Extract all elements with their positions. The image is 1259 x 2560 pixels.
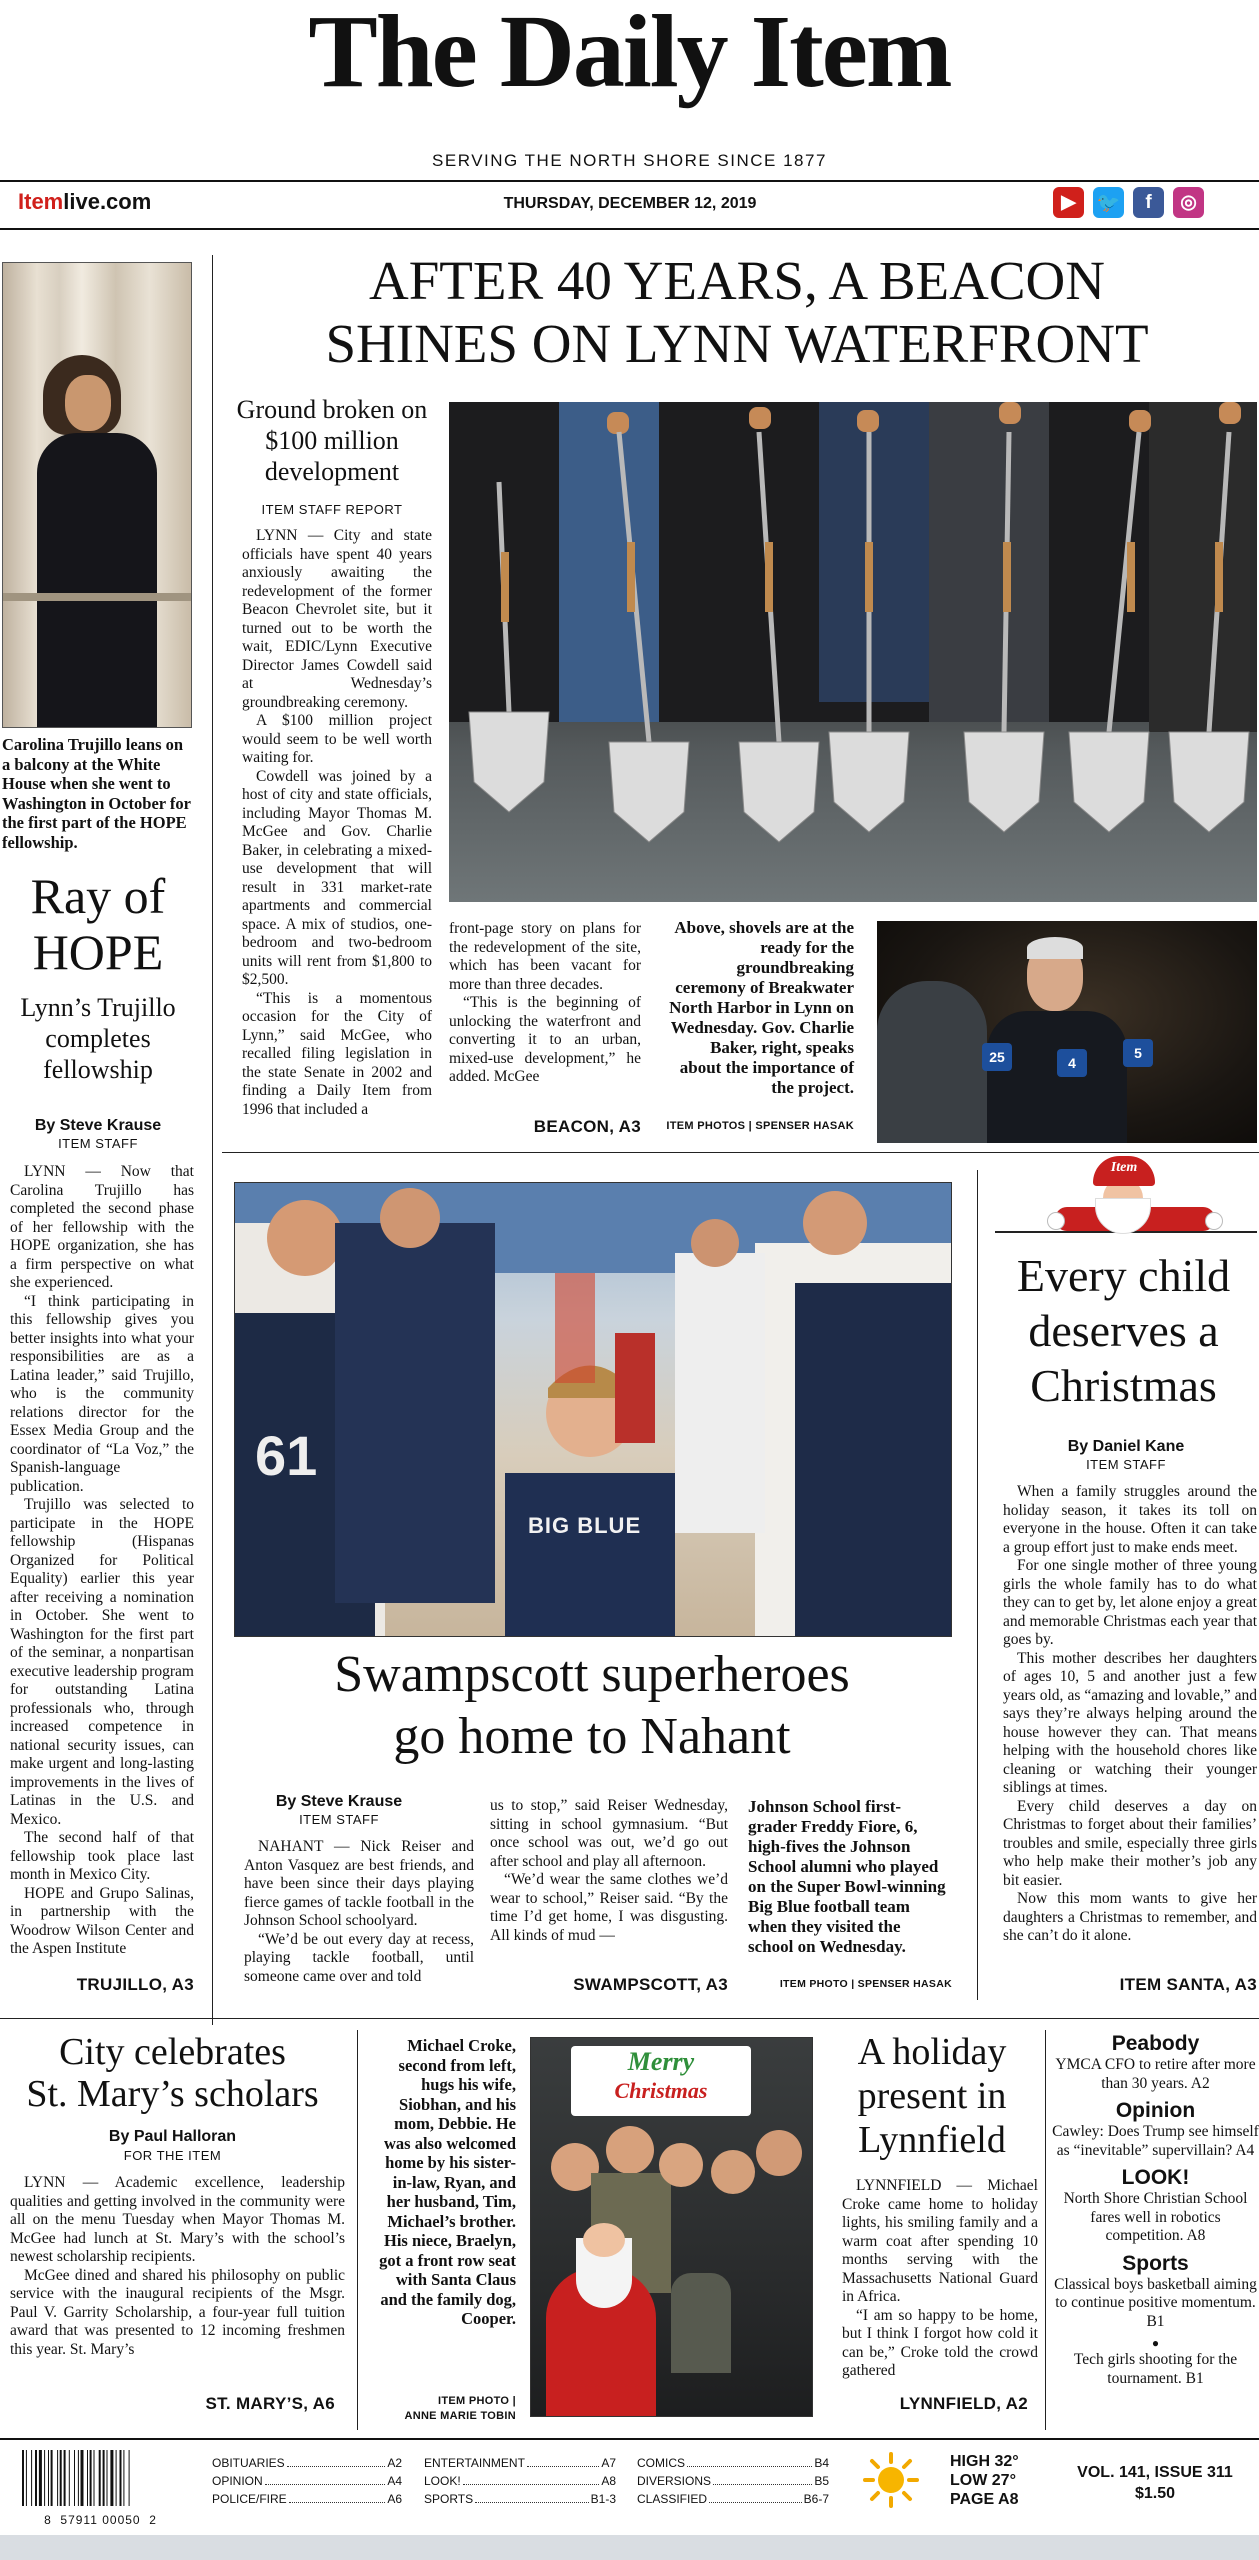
baker-photo-head-left — [877, 981, 987, 1143]
barcode-bar — [110, 2450, 113, 2506]
column-rule-right — [977, 1170, 978, 2000]
site-link[interactable] — [18, 189, 151, 215]
barcode-bar — [44, 2450, 45, 2506]
lynnfield-jump[interactable]: LYNNFIELD, A2 — [899, 2394, 1028, 2413]
baker-photo-suit — [987, 1011, 1127, 1143]
barcode-digits: 8 57911 00050 2 — [44, 2513, 157, 2527]
paragraph: “I am so happy to be home, but I think I forgot how cold it can be,” Croke told the crowd gathered — [842, 2306, 1038, 2379]
paragraph: LYNN — Now that Carolina Trujillo has completed the second phase of her fellowship with the HOPE organization, she has a firm perspective on what she experienced. — [10, 1163, 194, 1291]
instagram-icon[interactable]: ◎ — [1173, 187, 1204, 218]
paragraph: Cowdell was joined by a host of city and state officials, including Mayor Thomas M. McGee and Gov. Charlie Baker, in celebrating a mixed-use development that will result in 331 market-rate apartments and commercial space. A mix of studios, one-bedroom and two-bedroom units will rent from $1,800 to $2,500. — [242, 767, 432, 988]
lead-headline-2[interactable]: SHINES ON LYNN WATERFRONT — [325, 313, 1149, 374]
mic-1: 25 — [982, 1043, 1012, 1071]
baker-photo[interactable] — [877, 921, 1257, 1143]
shirt-text: BIG BLUE — [528, 1513, 642, 1538]
santa-glove-left — [1047, 1212, 1065, 1230]
index-item[interactable]: OPINION A4 — [212, 2474, 402, 2488]
paragraph: When a family struggles around the holiday season, it takes its toll on everyone in the house. Often it can take a group effort just to make ends meet. — [1003, 1483, 1257, 1556]
barcode-bar — [39, 2450, 42, 2506]
paragraph: Every child deserves a day on Christmas to forget about their families’ troubles and smile, especially three girls who help make their mother’s job any bit easier. — [1003, 1797, 1257, 1889]
croke-person-4 — [711, 2150, 755, 2194]
social-links — [1053, 187, 1204, 218]
santa-figure-face — [583, 2223, 625, 2257]
swampscott-staff: ITEM STAFF — [299, 1812, 379, 1827]
column-rule-left — [212, 255, 213, 2025]
teaser-column — [1052, 2032, 1259, 2388]
bottom-rule-1 — [357, 2030, 358, 2430]
masthead-rule-bottom — [0, 228, 1259, 230]
weather-low: LOW 27° — [950, 2472, 1016, 2489]
stmarys-jump[interactable]: ST. MARY’S, A6 — [205, 2394, 335, 2413]
croke-sign-line-2: Christmas — [614, 2078, 708, 2103]
teaser-head: Opinion — [1115, 2099, 1196, 2122]
barcode-bars — [18, 2450, 183, 2508]
croke-person-3 — [659, 2143, 703, 2187]
lead-jump[interactable]: BEACON, A3 — [533, 1117, 641, 1136]
croke-cutline: Michael Croke, second from left, hugs his wife, Siobhan, and his mom, Debbie. He was also welcomed home by his sister-in-law, Ryan, and her husband, Tim, Michael’s brother. His niece, Braelyn, got a front row seat with Santa Claus and the family dog, Cooper. — [379, 2036, 516, 2328]
lead-body-col2 — [449, 920, 641, 1087]
santa-staff: ITEM STAFF — [1086, 1457, 1166, 1472]
paragraph: The second half of that fellowship took place last month in Mexico City. — [10, 1829, 194, 1883]
stmarys-body — [10, 2174, 345, 2359]
barcode-bar — [31, 2450, 32, 2506]
barcode-bar — [99, 2450, 101, 2506]
swampscott-headline-1[interactable]: Swampscott superheroes — [334, 1646, 850, 1703]
paragraph: “I think participating in this fellowship gives you better insights into what your responsibilities are as a Latina leader,” said Trujillo, who is the community relations director for the Essex Media Group and the coordinator of “La Voz,” the Spanish-language publication. — [10, 1292, 194, 1495]
barcode-bar — [35, 2450, 37, 2506]
price: $1.50 — [1134, 2485, 1176, 2502]
index-item[interactable]: LOOK! A8 — [424, 2474, 616, 2488]
swampscott-photo[interactable] — [234, 1182, 952, 1637]
bottom-rule-2 — [1045, 2030, 1046, 2430]
barcode-bar — [51, 2450, 53, 2506]
lead-credit: ITEM PHOTOS | SPENSER HASAK — [666, 1120, 854, 1132]
index-item[interactable]: COMICS B4 — [637, 2456, 829, 2470]
issue-date: THURSDAY, DECEMBER 12, 2019 — [503, 195, 757, 212]
santa-hat-label: Item — [1110, 1160, 1138, 1175]
paragraph: LYNNFIELD — Michael Croke came home to holiday lights, his smiling family and a warm coat after spending 10 months serving with the Massachusetts National Guard in Africa. — [842, 2177, 1038, 2305]
paragraph: “This is the beginning of unlocking the waterfront and converting it to an urban, mixed-use development,” he added. McGee — [449, 994, 641, 1085]
paragraph: McGee dined and shared his philosophy on public service with the inaugural recipients of the Msgr. Paul V. Garrity Scholarship, a four-year full tuition award that was presented to 12 incoming freshmen this year. St. Mary’s — [10, 2266, 345, 2358]
paragraph: NAHANT — Nick Reiser and Anton Vasquez are best friends, and have been since their days playing fierce games of tackle football in the Johnson School schoolyard. — [244, 1838, 474, 1929]
teaser-head: Peabody — [1111, 2032, 1200, 2055]
paragraph: front-page story on plans for the redevelopment of the site, which has been vacant for more than three decades. — [449, 920, 641, 993]
swampscott-body-col2 — [490, 1797, 728, 1945]
barcode-bar — [103, 2450, 105, 2506]
santa-byline: By Daniel Kane — [1067, 1438, 1185, 1455]
paragraph: A $100 million project would seem to be well worth waiting for. — [242, 712, 432, 766]
teaser-text: Classical boys basketball aiming to continue positive momentum. B1 — [1054, 2275, 1257, 2330]
barcode-bar — [48, 2450, 49, 2506]
santa-body — [1003, 1483, 1257, 1946]
index-item[interactable]: CLASSIFIED B6-7 — [637, 2492, 829, 2506]
masthead-tagline: SERVING THE NORTH SHORE SINCE 1877 — [432, 151, 827, 170]
issue-info — [1060, 2462, 1250, 2504]
santa-glove-right — [1205, 1212, 1223, 1230]
lead-cutline: Above, shovels are at the ready for the groundbreaking ceremony of Breakwater North Harbor in Lynn on Wednesday. Gov. Charlie Baker, right, speaks about the importance of the project. — [669, 918, 854, 1097]
weather-high: HIGH 32° — [950, 2453, 1019, 2470]
paragraph: Now this mom wants to give her daughters a Christmas to remember, and she can’t do it alone. — [1003, 1890, 1257, 1944]
barcode-bar — [107, 2450, 108, 2506]
swampscott-byline: By Steve Krause — [275, 1793, 403, 1810]
barcode-bar — [87, 2450, 88, 2506]
weather[interactable] — [950, 2452, 1019, 2509]
index-col-1 — [212, 2454, 402, 2508]
paragraph: This mother describes her daughters of ages 10, 5 and another just a few years old, as “amazing and lovable,” and says they’re always helping around the house however they can. That means helping with the household chores like cleaning or watching their younger siblings at times. — [1003, 1649, 1257, 1796]
sun-icon — [863, 2452, 919, 2508]
footer-rule — [0, 2438, 1259, 2440]
shovels-photo[interactable] — [449, 402, 1257, 902]
croke-photo[interactable] — [530, 2037, 813, 2417]
barcode-bar — [57, 2450, 58, 2506]
barcode-bar — [69, 2450, 70, 2506]
weather-page: PAGE A8 — [950, 2491, 1019, 2508]
swampscott-photo-art — [235, 1183, 952, 1637]
barcode-bar — [60, 2450, 62, 2506]
teaser-head: Sports — [1122, 2251, 1189, 2275]
trujillo-staff: ITEM STAFF — [58, 1136, 138, 1151]
teaser-look[interactable] — [1052, 2166, 1259, 2246]
lead-staff: ITEM STAFF REPORT — [261, 502, 403, 517]
barcode — [18, 2450, 183, 2527]
trujillo-byline: By Steve Krause — [34, 1117, 162, 1134]
barcode-bar — [120, 2450, 122, 2506]
paragraph: LYNN — Academic excellence, leadership qualities and getting involved in the community were all on the menu Tuesday when Mayor Thomas M. McGee had lunch at St. Mary’s with the school’s newest scholarship recipients. — [10, 2174, 345, 2265]
barcode-bar — [90, 2450, 92, 2506]
trujillo-headline[interactable]: Ray of HOPE — [30, 868, 166, 980]
index-item[interactable]: ENTERTAINMENT A7 — [424, 2456, 616, 2470]
volume: VOL. 141, ISSUE 311 — [1077, 2464, 1233, 2481]
barcode-bar — [81, 2450, 84, 2506]
stmarys-byline: By Paul Halloran — [108, 2128, 237, 2145]
teaser-peabody[interactable] — [1052, 2032, 1259, 2093]
teaser-bullet: ● — [1151, 2336, 1160, 2350]
stmarys-headline-1[interactable]: City celebrates — [59, 2031, 286, 2073]
croke-sign — [571, 2046, 751, 2116]
trujillo-deck: Lynn’s Trujillo completes fellowship — [20, 993, 176, 1084]
index-item[interactable]: SPORTS B1-3 — [424, 2492, 616, 2506]
child-figure — [671, 2273, 731, 2373]
barcode-bar — [22, 2450, 24, 2506]
paragraph: For one single mother of three young girls the whole family has to do what they can to get by, let alone enjoy a great and memorable Christmas each year that goes by. — [1003, 1557, 1257, 1648]
teaser-text: Cawley: Does Trump see himself as “inevitable” supervillain? A4 — [1052, 2123, 1259, 2159]
paragraph: us to stop,” said Reiser Wednesday, sitting in school gymnasium. “But once school was out, we’d go out after school and play all afternoon. — [490, 1797, 728, 1870]
trujillo-photo[interactable] — [2, 262, 192, 728]
lynnfield-headline[interactable]: A holiday present in Lynnfield — [857, 2031, 1007, 2161]
paragraph: HOPE and Grupo Salinas, in partnership with the Woodrow Wilson Center and the Aspen Institute — [10, 1884, 194, 1957]
barcode-bar — [116, 2450, 117, 2506]
swampscott-credit: ITEM PHOTO | SPENSER HASAK — [779, 1978, 952, 1990]
stmarys-staff: FOR THE ITEM — [123, 2148, 222, 2163]
mic-2: 4 — [1057, 1049, 1087, 1077]
baker-photo-hair — [1027, 937, 1083, 959]
paragraph: “We’d wear the same clothes we’d wear to school,” Reiser said. “By the time I’d get home, I was disgusting. All kinds of mud — — [490, 1871, 728, 1944]
paragraph: “We’d be out every day at recess, playing tackle football, until someone came over and told — [244, 1930, 474, 1985]
index-item[interactable]: DIVERSIONS B5 — [637, 2474, 829, 2488]
barcode-bar — [26, 2450, 27, 2506]
barcode-bar — [94, 2450, 95, 2506]
swampscott-cutline: Johnson School first-grader Freddy Fiore, 6, high-fives the Johnson School alumni who played on the Super Bowl-winning Big Blue football team when they visited the school on Wednesday. — [748, 1797, 946, 1956]
shovels-photo-art — [449, 402, 1257, 902]
teaser-text: YMCA CFO to retire after more than 30 years. A2 — [1055, 2056, 1256, 2092]
teaser-opinion[interactable] — [1052, 2099, 1259, 2160]
index-col-2 — [424, 2454, 616, 2508]
lynnfield-body — [842, 2177, 1038, 2381]
item-santa-logo — [995, 1152, 1257, 1238]
croke-credit-2: ANNE MARIE TOBIN — [404, 2410, 516, 2422]
croke-person-5 — [756, 2130, 802, 2176]
teaser-text: Tech girls shooting for the tournament. B1 — [1073, 2351, 1238, 2387]
masthead-rule-top — [0, 180, 1259, 182]
lead-headline-1[interactable]: AFTER 40 YEARS, A BEACON — [369, 250, 1105, 311]
youtube-icon[interactable]: ▶ — [1053, 187, 1084, 218]
page-bottom-band — [0, 2535, 1259, 2560]
barcode-bar — [74, 2450, 75, 2506]
barcode-bar — [64, 2450, 66, 2506]
barcode-bar — [78, 2450, 79, 2506]
trujillo-body — [10, 1163, 194, 1959]
croke-sign-line-1: Merry — [627, 2047, 695, 2076]
index-item[interactable]: POLICE/FIRE A6 — [212, 2492, 402, 2506]
teaser-sports[interactable] — [1052, 2252, 1259, 2389]
swampscott-headline-2[interactable]: go home to Nahant — [393, 1708, 791, 1765]
swampscott-body-col1 — [244, 1838, 474, 1986]
croke-person-2 — [606, 2126, 654, 2174]
paragraph: LYNN — City and state officials have spent 40 years anxiously awaiting the redevelopment of the former Beacon Chevrolet site, but it turned out to be worth the wait, EDIC/Lynn Executive Director James Cowdell said at Wednesday’s groundbreaking ceremony. — [242, 527, 432, 711]
jersey-number: 61 — [255, 1424, 318, 1487]
trujillo-jump[interactable]: TRUJILLO, A3 — [76, 1975, 194, 1994]
santa-headline[interactable]: Every child deserves a Christmas — [1016, 1250, 1231, 1411]
lead-deck: Ground broken on $100 million development — [236, 395, 428, 486]
barcode-bar — [123, 2450, 124, 2506]
barcode-bar — [129, 2450, 130, 2506]
facebook-icon[interactable]: f — [1133, 187, 1164, 218]
paragraph: Trujillo was selected to participate in the HOPE fellowship (Hispanas Organized for Political Equality) earlier this year after receiving a nomination in October. She went to Washington for the first part of the seminar, a nonpartisan executive leadership program for outstanding Latina professionals who, through increased competence in national security issues, can make urgent and long-lasting improvements in the lives of Latinas in the U.S. and Mexico. — [10, 1496, 194, 1828]
mic-3: 5 — [1123, 1039, 1153, 1067]
stmarys-headline-2[interactable]: St. Mary’s scholars — [26, 2073, 319, 2115]
paragraph: “This is a momentous occasion for the City of Lynn,” said McGee, who recalled filing legislation in the state Senate in 2002 and finding a Daily Item from 1996 that included a — [242, 989, 432, 1118]
lead-body-col1 — [242, 527, 432, 1119]
teaser-text: North Shore Christian School fares well in robotics competition. A8 — [1063, 2190, 1248, 2244]
swampscott-jump[interactable]: SWAMPSCOTT, A3 — [573, 1975, 728, 1994]
twitter-icon[interactable]: 🐦 — [1093, 187, 1124, 218]
site-link-rest: live.com — [63, 189, 152, 214]
croke-credit-1: ITEM PHOTO | — [438, 2395, 516, 2407]
teaser-head: LOOK! — [1121, 2166, 1190, 2189]
index-col-3 — [637, 2454, 829, 2508]
bottom-section-rule — [0, 2018, 1259, 2019]
masthead-title: The Daily Item — [308, 0, 951, 109]
trujillo-cutline: Carolina Trujillo leans on a balcony at the White House when she went to Washington in October for the first part of the HOPE fellowship. — [2, 735, 191, 852]
site-link-item: Item — [18, 189, 64, 214]
index-item[interactable]: OBITUARIES A2 — [212, 2456, 402, 2470]
santa-jump[interactable]: ITEM SANTA, A3 — [1119, 1975, 1257, 1994]
